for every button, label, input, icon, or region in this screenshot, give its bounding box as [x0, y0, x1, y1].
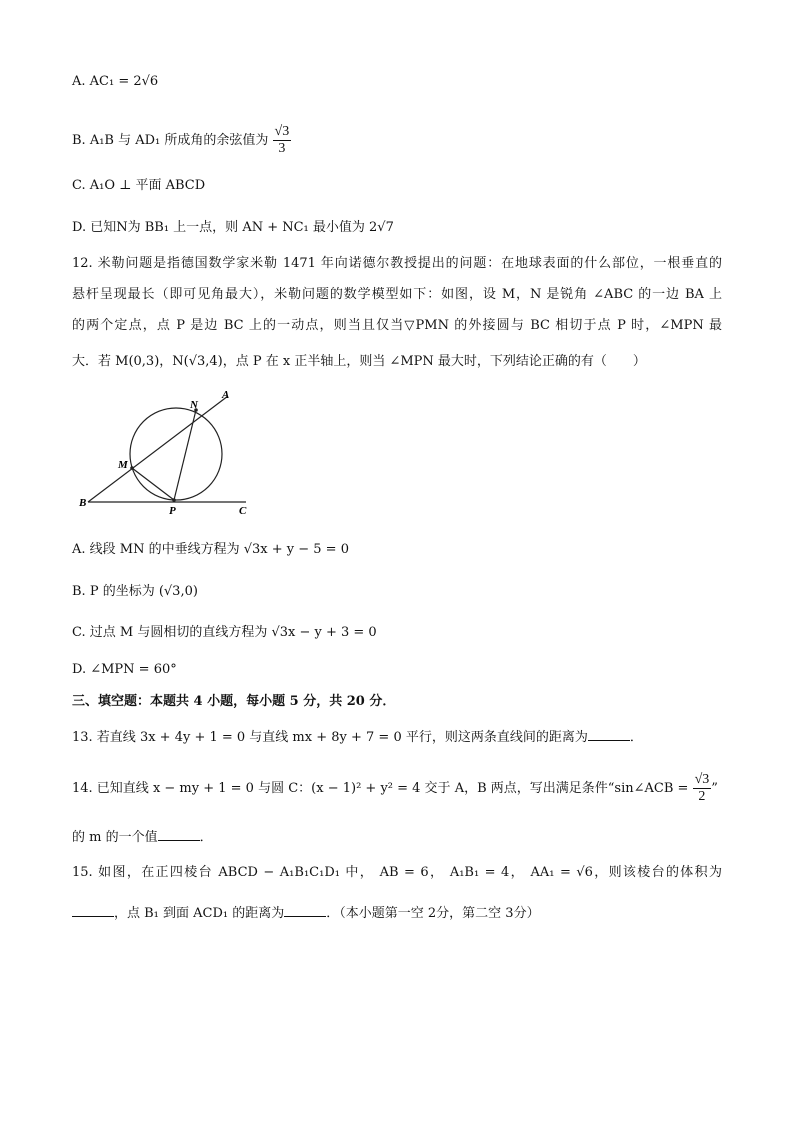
fraction-numerator: √3 [274, 124, 290, 139]
miller-problem-figure [78, 386, 253, 516]
q12-stem-line-4: 大．若 M(0,3)，N(√3,4)，点 P 在 x 正半轴上，则当 ∠MPN 最大时，下列结论正确的有（ ） [72, 354, 646, 369]
q11-option-a: A. AC₁ = 2√6 [72, 74, 159, 89]
point-m [130, 466, 134, 470]
q12-stem-line-3: 的两个定点，点 P 是边 BC 上的一动点，则当且仅当▽PMN 的外接圆与 BC 相切于点 P 时，∠MPN 最 [72, 318, 722, 333]
q13-answer-blank [588, 728, 630, 741]
q13 [72, 728, 643, 748]
q11-option-c: C. A₁O ⊥ 平面 ABCD [72, 178, 206, 193]
q15-answer-blank-2 [284, 904, 326, 917]
q12-stem-line-2: 悬杆呈现最长（即可见角最大），米勒问题的数学模型如下：如图，设 M，N 是锐角 ∠ABC 的一边 BA 上 [72, 287, 722, 302]
q15-answer-blank-1 [72, 904, 114, 917]
label-a: A [222, 389, 230, 401]
q14-line-2-text: 的 m 的一个值 [72, 830, 158, 845]
q13-end: ． [629, 730, 643, 745]
q15-end: ．（本小题第一空 2分，第二空 3分） [326, 906, 540, 921]
q14-line-2 [72, 828, 213, 848]
q15-line-2-text: ，点 B₁ 到面 ACD₁ 的距离为 [114, 906, 285, 921]
segment-np [174, 410, 196, 500]
q14-text: 14. 已知直线 x − my + 1 = 0 与圆 C：(x − 1)² + y² = 4 交于 A，B 两点，写出满足条件“sin∠ACB = [72, 781, 689, 796]
fraction-numerator: √3 [694, 772, 710, 787]
q15-line-1: 15. 如图，在正四棱台 ABCD − A₁B₁C₁D₁ 中， AB = 6， A₁B₁ = 4， AA₁ = √6，则该棱台的体积为 [72, 865, 722, 880]
q11-option-b-fraction [273, 124, 292, 157]
label-n: N [190, 399, 198, 411]
label-b: B [79, 497, 87, 509]
q11-option-b-text: B. A₁B 与 AD₁ 所成角的余弦值为 [72, 133, 269, 148]
point-p [172, 498, 176, 502]
q12-stem-line-1: 12. 米勒问题是指德国数学家米勒 1471 年向诺德尔教授提出的问题：在地球表面的什么部位，一根垂直的 [72, 256, 722, 271]
q11-option-b [72, 124, 291, 157]
segment-mp [132, 468, 174, 500]
circumcircle [130, 408, 222, 500]
fraction-denominator: 3 [278, 141, 286, 156]
q14-fraction [693, 772, 712, 805]
q11-option-d: D. 已知N为 BB₁ 上一点，则 AN + NC₁ 最小值为 2√7 [72, 220, 394, 235]
q12-option-c: C. 过点 M 与圆相切的直线方程为 √3x − y + 3 = 0 [72, 625, 377, 640]
label-c: C [239, 505, 247, 516]
q14-quote-end: ” [711, 781, 718, 796]
q12-option-a: A. 线段 MN 的中垂线方程为 √3x + y − 5 = 0 [72, 542, 349, 557]
q12-option-b: B. P 的坐标为 (√3,0) [72, 584, 198, 599]
q14-end: ． [199, 830, 213, 845]
q14-answer-blank [158, 828, 200, 841]
q12-option-d: D. ∠MPN = 60° [72, 662, 177, 677]
q14-line-1 [72, 772, 718, 805]
label-m: M [118, 459, 128, 471]
section-3-heading: 三、填空题：本题共 4 小题，每小题 5 分，共 20 分． [72, 694, 396, 709]
q13-text: 13. 若直线 3x + 4y + 1 = 0 与直线 mx + 8y + 7 = 0 平行，则这两条直线间的距离为 [72, 730, 588, 745]
label-p: P [169, 505, 176, 516]
q15-line-2 [72, 904, 540, 924]
fraction-denominator: 2 [698, 789, 706, 804]
